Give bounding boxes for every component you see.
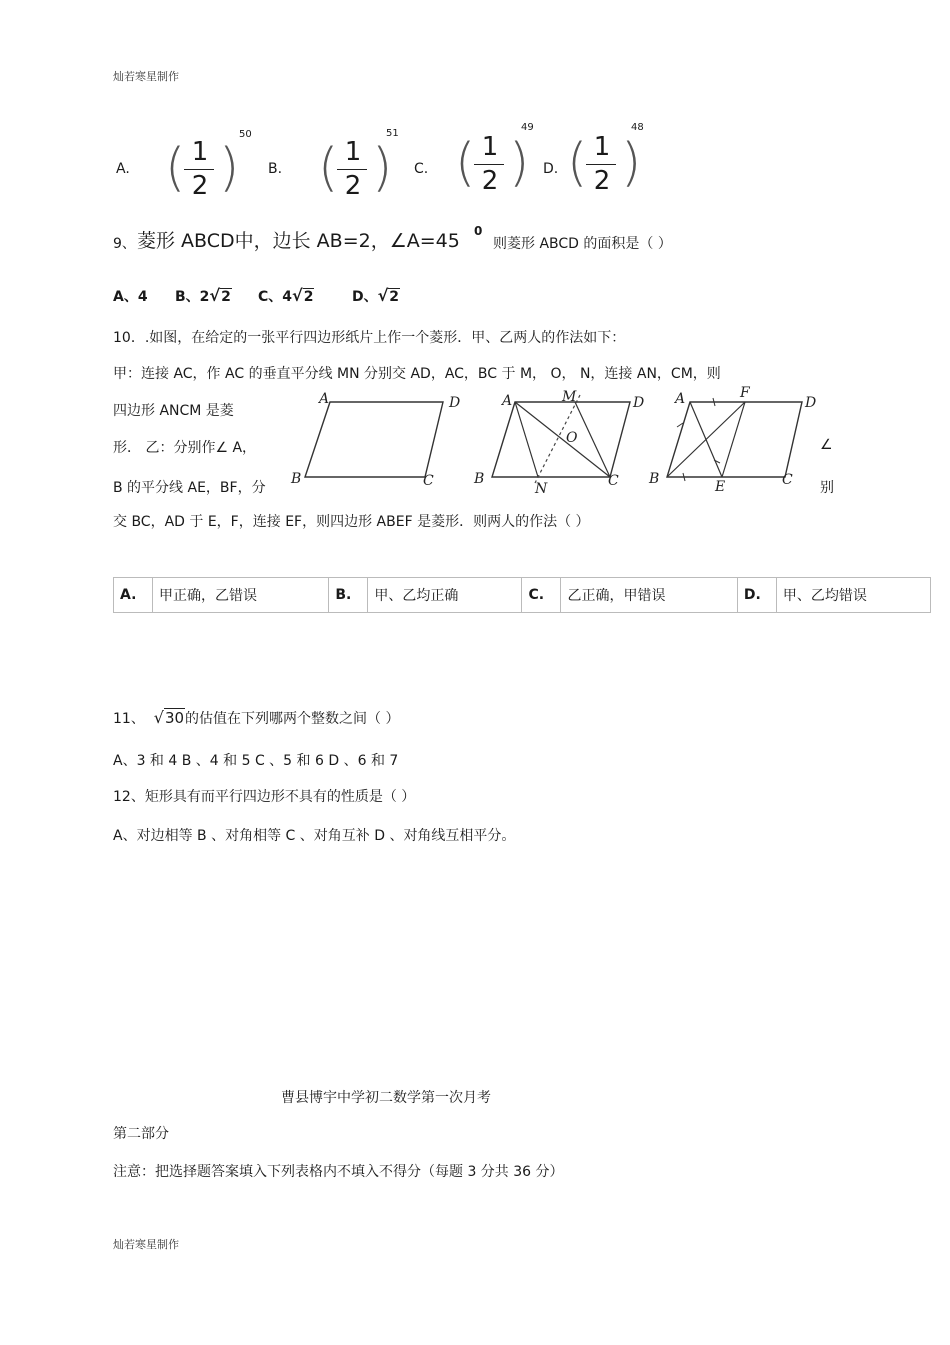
q8-option-a-denominator: 2 [191,171,209,201]
figure-3-label-a: A [675,391,686,407]
q9-option-d: D、√2 [352,286,400,305]
q9-option-a: A、4 [113,289,148,305]
q10-line-5-end: 别 [820,480,834,496]
q8-option-d-fraction: ( ) 1 2 48 [567,122,644,196]
q8-option-b-label: B. [268,161,283,177]
q9-degree-mark: 0 [474,224,483,238]
q8-option-d-numerator: 1 [593,132,611,162]
q10-answer-b-text: 甲、乙均正确 [368,578,522,613]
part2-title: 曹县博宇中学初二数学第一次月考 [281,1090,491,1106]
figure-1-parallelogram [290,391,460,489]
q11-options: A、3 和 4 B 、4 和 5 C 、5 和 6 D 、6 和 7 [113,753,399,769]
q9-stem-small: 则菱形 ABCD 的面积是（ ） [493,236,672,252]
q12-stem: 12、矩形具有而平行四边形不具有的性质是（ ） [113,789,416,805]
q10-line-5: B 的平分线 AE，BF，分 [113,480,266,496]
q8-option-b-denominator: 2 [344,171,362,201]
figure-1-label-c: C [423,473,434,489]
q10-answer-d-text: 甲、乙均错误 [776,578,930,613]
q10-line-6: 交 BC，AD 于 E，F，连接 EF，则四边形 ABEF 是菱形．则两人的作法（ ） [113,514,590,530]
figure-2-label-d: D [633,395,645,411]
q10-line-4-end: ∠ [820,437,833,453]
figure-3-label-b: B [649,471,660,487]
part2-note: 注意：把选择题答案填入下列表格内不填入不得分（每题 3 分共 36 分） [113,1164,564,1180]
q8-option-c-label: C. [414,161,429,177]
figure-1-label-b: B [291,471,302,487]
q9-stem-large: 菱形 ABCD中，边长 AB=2，∠A=45 [137,230,460,252]
q10-answer-table [113,577,931,613]
q8-option-b-numerator: 1 [344,137,362,167]
q9-option-c: C、4√2 [258,286,314,305]
q8-option-d-denominator: 2 [593,166,611,196]
figure-2-construction [473,389,644,497]
figure-2-label-m: M [562,389,577,405]
q8-option-c-fraction: ( ) 1 2 49 [455,122,534,196]
q8-option-d-label: D. [543,161,559,177]
figure-3-construction [648,385,816,495]
q10-line-2: 甲：连接 AC，作 AC 的垂直平分线 MN 分别交 AD，AC，BC 于 M， O， N，连接 AN，CM，则 [113,366,721,382]
figure-2-label-n: N [535,481,548,497]
q10-answer-a-key: A. [114,578,153,613]
q10-line-3: 四边形 ANCM 是菱 [113,403,234,419]
q8-option-a-exponent: 50 [239,129,252,140]
q10-answer-d-key: D. [737,578,776,613]
figure-2-label-c: C [608,473,619,489]
figure-2-label-a: A [502,393,513,409]
q8-option-a-numerator: 1 [191,137,209,167]
q8-option-b-exponent: 51 [386,128,399,139]
q8-option-c-numerator: 1 [481,132,499,162]
q11-stem: 11、 √30的估值在下列哪两个整数之间（ ） [113,708,400,727]
q8-option-c-exponent: 49 [521,122,534,133]
q8-option-c-denominator: 2 [481,166,499,196]
figure-3-label-c: C [782,472,793,488]
figure-1-label-d: D [449,395,461,411]
q10-answer-c-key: C. [522,578,561,613]
part2-section: 第二部分 [113,1126,169,1142]
page-header: 灿若寒星制作 [113,70,179,83]
figure-3-label-d: D [805,395,817,411]
q8-option-a-label: A. [116,161,130,177]
figure-1-label-a: A [319,391,330,407]
figure-3-label-e: E [715,479,726,495]
q10-line-4: 形． 乙：分别作∠ A， [113,440,257,456]
q9-option-b: B、2√2 [175,286,231,305]
q8-option-b-fraction: ( ) 1 2 51 [318,128,399,201]
q10-line-1: 10．.如图，在给定的一张平行四边形纸片上作一个菱形．甲、乙两人的作法如下： [113,330,626,346]
q8-option-d-exponent: 48 [631,122,644,133]
q10-answer-b-key: B. [329,578,368,613]
q12-options: A、对边相等 B 、对角相等 C 、对角互补 D 、对角线互相平分。 [113,828,516,844]
q9-number: 9、 [113,236,136,252]
figure-2-label-o: O [566,430,578,446]
figure-3-label-f: F [740,385,750,401]
q10-answer-a-text: 甲正确，乙错误 [153,578,329,613]
q8-option-a-fraction: ( ) 1 2 50 [165,129,252,201]
q10-answer-c-text: 乙正确，甲错误 [561,578,737,613]
page-footer: 灿若寒星制作 [113,1238,179,1251]
q10-figures [285,385,815,495]
figure-2-label-b: B [474,471,485,487]
